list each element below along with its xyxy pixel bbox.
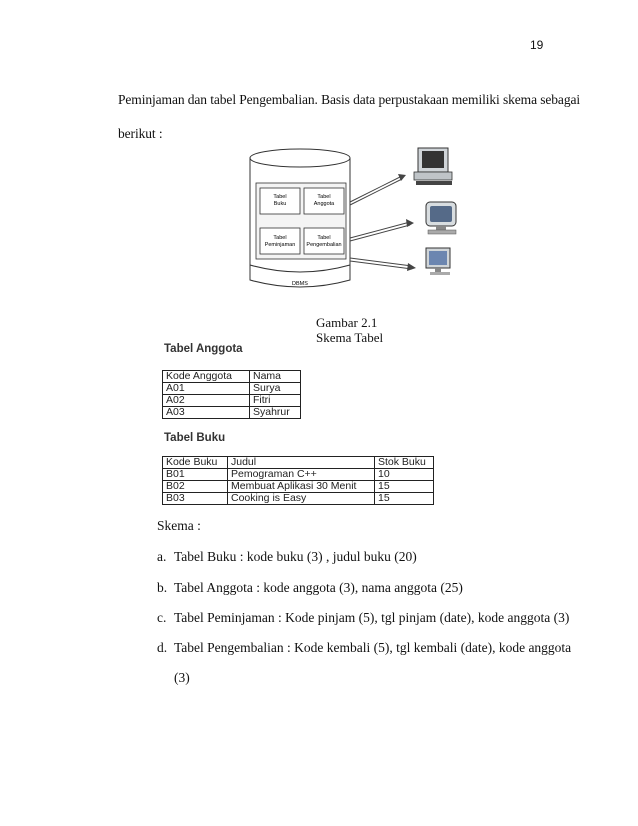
list-item-text: Tabel Anggota : kode anggota (3), nama anggota (25) [174, 580, 463, 595]
intro-line-1: Peminjaman dan tabel Pengembalian. Basis data perpustakaan memiliki skema sebagai [118, 92, 581, 107]
svg-text:Buku: Buku [273, 201, 287, 207]
page-number: 19 [530, 38, 544, 52]
computer-icon [426, 248, 450, 275]
table-header: Nama [250, 371, 301, 383]
tabel-anggota-title: Tabel Anggota [164, 343, 243, 355]
box-tabel-anggota [304, 188, 344, 214]
list-marker: a. [157, 549, 167, 564]
table-row [163, 407, 301, 419]
table-cell: A03 [163, 407, 250, 419]
table-row [163, 493, 434, 505]
arrowhead-2 [406, 219, 414, 227]
schema-diagram [230, 140, 470, 300]
list-item-text: Tabel Buku : kode buku (3) , judul buku (20) [174, 549, 417, 564]
arrowhead-3 [407, 263, 416, 271]
arrow-to-computer-1 [350, 176, 402, 202]
tabel-anggota [162, 370, 301, 419]
svg-text:Peminjaman: Peminjaman [264, 242, 296, 248]
table-cell: 10 [375, 469, 434, 481]
box-tabel-pengembalian [304, 228, 344, 254]
list-item-text: Tabel Peminjaman : Kode pinjam (5), tgl pinjam (date), kode anggota (3) [174, 610, 570, 625]
box-tabel-peminjaman [260, 228, 300, 254]
table-cell: Surya [250, 383, 301, 395]
table-cell: Membuat Aplikasi 30 Menit [228, 481, 375, 493]
table-header: Stok Buku [375, 457, 434, 469]
table-row [163, 383, 301, 395]
table-cell: Fitri [250, 395, 301, 407]
table-cell: Pemograman C++ [228, 469, 375, 481]
table-header-row [163, 371, 301, 383]
list-marker: b. [157, 580, 168, 595]
list-item [157, 580, 463, 596]
figure-caption-number: Gambar 2.1 [316, 315, 378, 330]
computer-icon [426, 202, 456, 234]
table-cell: A02 [163, 395, 250, 407]
table-cell: Cooking is Easy [228, 493, 375, 505]
svg-text:Anggota: Anggota [313, 201, 335, 207]
table-cell: 15 [375, 493, 434, 505]
tabel-buku-title: Tabel Buku [164, 432, 226, 444]
table-row [163, 481, 434, 493]
list-item [157, 549, 417, 565]
table-cell: B03 [163, 493, 228, 505]
tabel-buku [162, 456, 434, 505]
svg-text:Tabel: Tabel [317, 235, 331, 241]
database-cylinder [250, 149, 350, 287]
svg-text:Tabel: Tabel [273, 194, 287, 200]
table-header: Judul [228, 457, 375, 469]
table-header: Kode Anggota [163, 371, 250, 383]
computer-icon [414, 148, 452, 185]
skema-title: Skema : [157, 518, 201, 533]
list-item [157, 640, 571, 656]
svg-text:Pengembalian: Pengembalian [306, 242, 342, 248]
list-item-text: Tabel Pengembalian : Kode kembali (5), tgl kembali (date), kode anggota [174, 640, 572, 655]
list-item-continuation: (3) [174, 670, 190, 685]
list-marker: c. [157, 610, 167, 625]
table-cell: B02 [163, 481, 228, 493]
svg-text:Tabel: Tabel [273, 235, 287, 241]
arrows [350, 176, 412, 269]
box-tabel-buku [260, 188, 300, 214]
svg-text:Tabel: Tabel [317, 194, 331, 200]
table-cell: B01 [163, 469, 228, 481]
list-marker: d. [157, 640, 168, 655]
table-cell: 15 [375, 481, 434, 493]
table-row [163, 395, 301, 407]
list-item [157, 610, 569, 626]
table-header: Kode Buku [163, 457, 228, 469]
table-row [163, 469, 434, 481]
figure-caption-title: Skema Tabel [316, 330, 384, 345]
intro-line-2: berikut : [118, 126, 163, 141]
table-cell: Syahrur [250, 407, 301, 419]
table-cell: A01 [163, 383, 250, 395]
table-header-row [163, 457, 434, 469]
dbms-label: DBMS [292, 281, 308, 287]
